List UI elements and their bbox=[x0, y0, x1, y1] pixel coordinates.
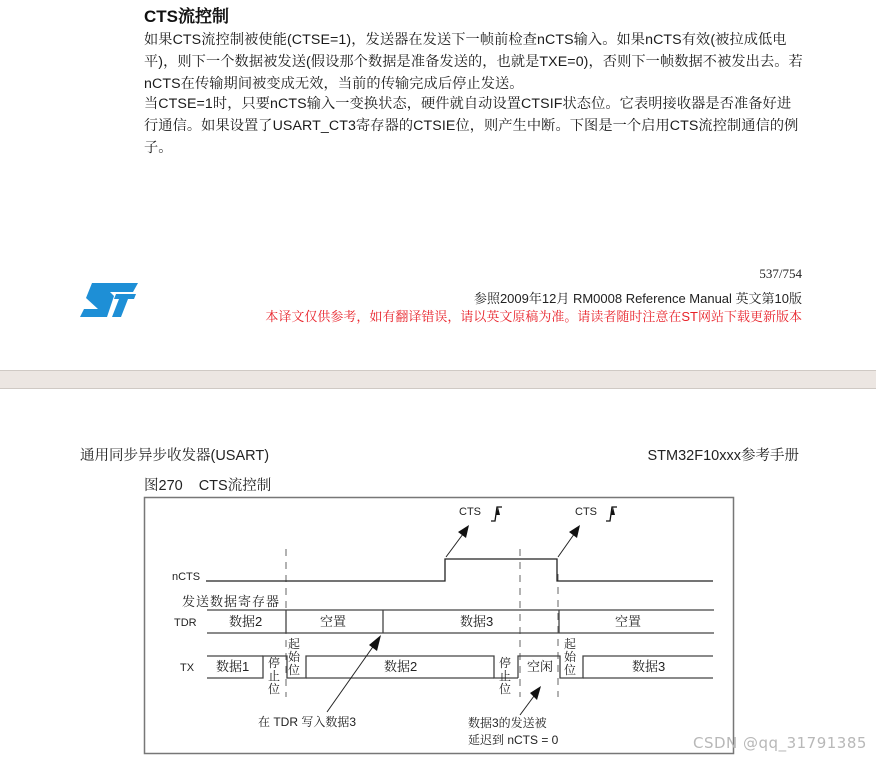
tx-segment-idle: 空闲 bbox=[527, 659, 554, 674]
svg-text:位: 位 bbox=[499, 682, 512, 696]
svg-text:始: 始 bbox=[288, 650, 301, 664]
tx-segment-data2: 数据2 bbox=[384, 659, 418, 674]
tx-segment-data3: 数据3 bbox=[632, 659, 666, 674]
tdr-group-label: 发送数据寄存器 bbox=[182, 594, 281, 609]
svg-text:起: 起 bbox=[288, 637, 301, 651]
ncts-label: nCTS bbox=[172, 571, 201, 583]
svg-text:停: 停 bbox=[499, 656, 512, 670]
tx-segment-data1: 数据1 bbox=[216, 659, 250, 674]
annotation-delay-line2: 延迟到 nCTS = 0 bbox=[468, 733, 559, 747]
paragraph-2: 当CTSE=1时，只要nCTS输入一变换状态，硬件就自动设置CTSIF状态位。它表明接收器是否准备好进行通信。如果设置了USART_CT3寄存器的CTSIE位，则产生中断。下图是一个启用CTS流控制通信的例子。 bbox=[144, 96, 799, 156]
csdn-watermark: CSDN @qq_31791385 bbox=[693, 734, 867, 752]
translation-disclaimer: 本译文仅供参考，如有翻译错误，请以英文原稿为准。请读者随时注意在ST网站下载更新版本 bbox=[265, 309, 802, 324]
cts-event-label-1: CTS bbox=[459, 506, 481, 518]
tdr-segment-empty-1: 空置 bbox=[320, 614, 347, 629]
svg-text:位: 位 bbox=[268, 682, 281, 696]
tx-label: TX bbox=[180, 662, 195, 674]
manual-header: STM32F10xxx参考手册 bbox=[647, 448, 799, 464]
annotation-delay-line1: 数据3的发送被 bbox=[468, 716, 547, 730]
tdr-label: TDR bbox=[174, 617, 197, 629]
svg-text:停: 停 bbox=[268, 656, 281, 670]
svg-text:止: 止 bbox=[268, 669, 281, 683]
tdr-segment-empty-2: 空置 bbox=[615, 614, 642, 629]
svg-text:起: 起 bbox=[564, 637, 577, 651]
chapter-header: 通用同步异步收发器(USART) bbox=[80, 448, 270, 464]
reference-line: 参照2009年12月 RM0008 Reference Manual 英文第10版 bbox=[473, 291, 802, 306]
svg-text:止: 止 bbox=[499, 669, 512, 683]
section-title: CTS流控制 bbox=[144, 7, 229, 26]
rising-edge-icon bbox=[491, 507, 617, 521]
svg-text:位: 位 bbox=[564, 663, 577, 677]
cts-event-label-2: CTS bbox=[575, 506, 597, 518]
tdr-segment-data2: 数据2 bbox=[229, 614, 263, 629]
figure-number: 图270 bbox=[144, 478, 183, 494]
tdr-segment-data3: 数据3 bbox=[460, 614, 494, 629]
annotation-write-tdr: 在 TDR 写入数据3 bbox=[258, 715, 357, 729]
svg-text:位: 位 bbox=[288, 663, 301, 677]
figure-title: CTS流控制 bbox=[198, 478, 272, 494]
svg-text:始: 始 bbox=[564, 650, 577, 664]
paragraph-1: 如果CTS流控制被使能(CTSE=1)，发送器在发送下一帧前检查nCTS输入。如果nCTS有效(被拉成低电平)，则下一个数据被发送(假设那个数据是准备发送的，也就是TXE=0)，否则下一帧数据不被发出去。若nCTS在传输期间被变成无效，当前的传输完成后停止发送。 bbox=[144, 32, 803, 92]
page-number: 537/754 bbox=[759, 266, 802, 281]
